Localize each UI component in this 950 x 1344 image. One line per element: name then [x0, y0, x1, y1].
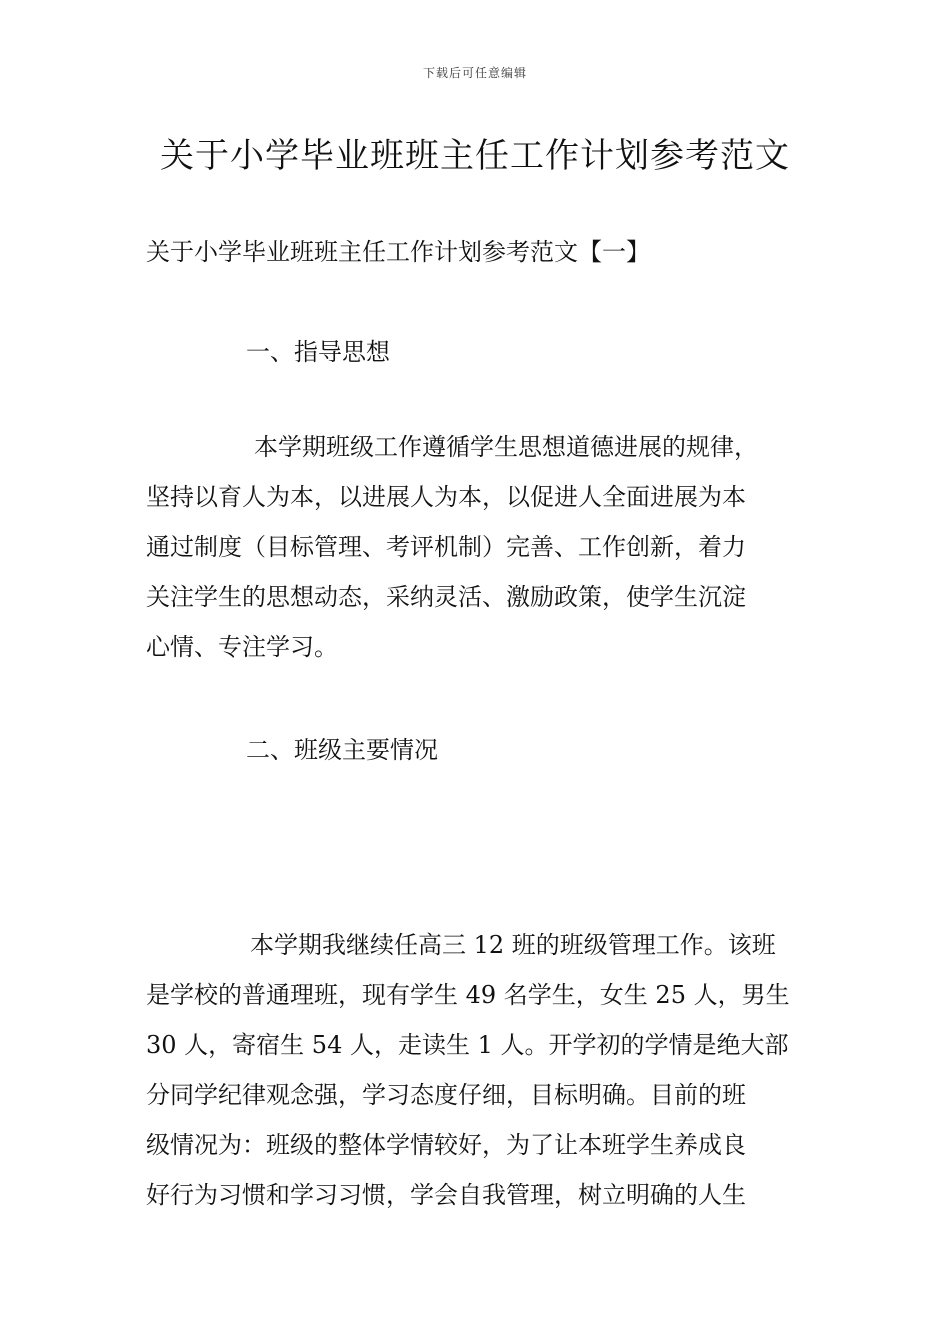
document-subtitle: 关于小学毕业班班主任工作计划参考范文【一】: [146, 238, 650, 266]
paragraph-class-situation: [146, 920, 806, 1220]
paragraph-line: 本学期班级工作遵循学生思想道德进展的规律，: [254, 433, 758, 461]
paragraph-line: 关注学生的思想动态，采纳灵活、激励政策，使学生沉淀: [146, 583, 746, 611]
paragraph-line: 心情、专注学习。: [146, 633, 338, 661]
paragraph-line: 分同学纪律观念强，学习态度仔细，目标明确。目前的班: [146, 1081, 746, 1109]
paragraph-line: 是学校的普通理班，现有学生 49 名学生，女生 25 人，男生: [146, 981, 790, 1009]
paragraph-line: 30 人，寄宿生 54 人，走读生 1 人。开学初的学情是绝大部: [146, 1031, 789, 1059]
section-heading-class-situation: 二、班级主要情况: [246, 736, 438, 764]
paragraph-line: 好行为习惯和学习习惯，学会自我管理，树立明确的人生: [146, 1181, 746, 1209]
paragraph-line: 级情况为：班级的整体学情较好，为了让本班学生养成良: [146, 1131, 746, 1159]
paragraph-guiding-ideology: [146, 422, 806, 672]
document-title: 关于小学毕业班班主任工作计划参考范文: [160, 136, 790, 176]
paragraph-line: 坚持以育人为本，以进展人为本，以促进人全面进展为本: [146, 483, 746, 511]
header-note: 下载后可任意编辑: [422, 66, 527, 80]
paragraph-line: 本学期我继续任高三 12 班的班级管理工作。该班: [250, 931, 776, 959]
paragraph-line: 通过制度（目标管理、考评机制）完善、工作创新，着力: [146, 533, 746, 561]
section-heading-guiding-ideology: 一、指导思想: [246, 338, 390, 366]
